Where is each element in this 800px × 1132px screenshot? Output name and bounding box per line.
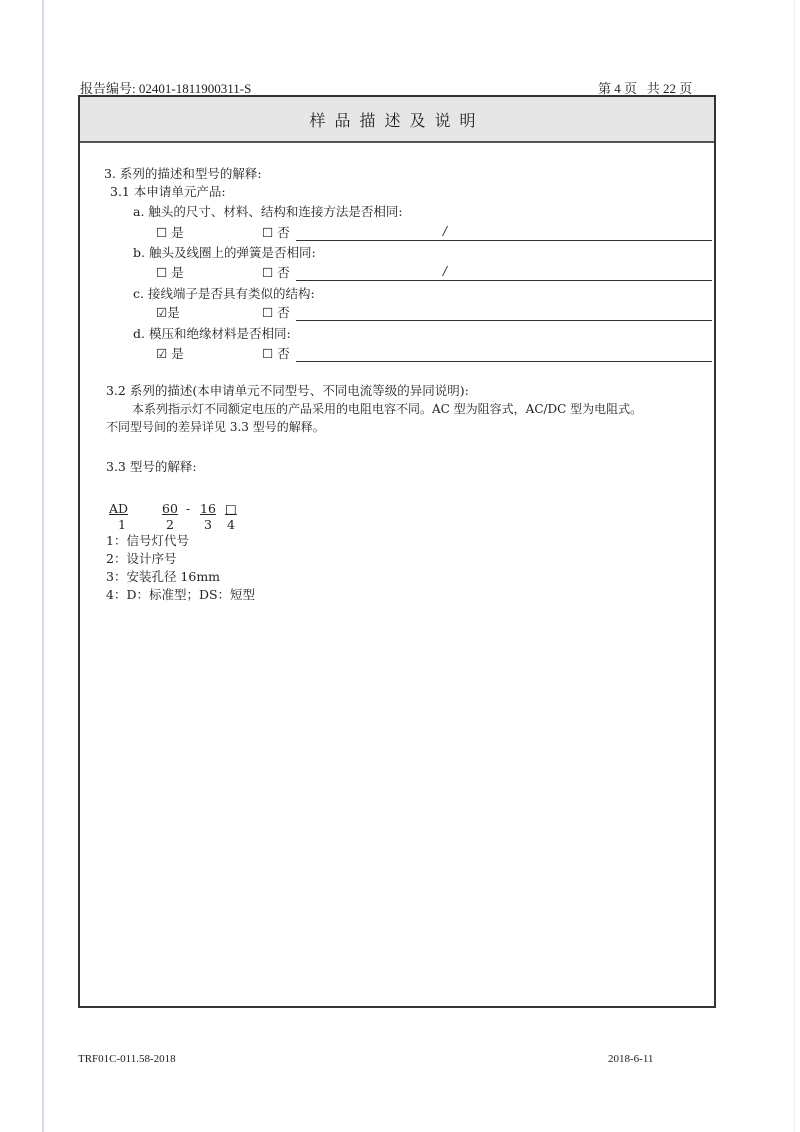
page-info: 第 4 页 共 22 页 [598, 81, 693, 96]
item-a-yes: ☐ 是 [156, 225, 184, 240]
model-part-dash: - [186, 501, 191, 516]
checkbox-checked-icon[interactable]: ☑ [156, 346, 168, 361]
model-num-4: 4 [227, 517, 235, 532]
form-date: 2018-6-11 [608, 1053, 654, 1065]
section-3-heading: 3. 系列的描述和型号的解释: [104, 166, 262, 181]
model-part-hole: 16 [200, 501, 216, 516]
section-3-3-heading: 3.3 型号的解释: [106, 459, 197, 474]
item-b-no: ☐ 否 [262, 265, 290, 280]
report-number-value: 02401-1811900311-S [138, 81, 252, 96]
item-d-fill-line [296, 361, 712, 362]
scan-edge-left [42, 0, 44, 1132]
checkbox-unchecked-icon[interactable]: ☐ [262, 265, 274, 280]
item-b-note: / [443, 264, 448, 278]
item-d-yes: ☑ 是 [156, 346, 184, 361]
checkbox-unchecked-icon[interactable]: ☐ [262, 346, 274, 361]
content-frame [78, 95, 716, 1008]
item-b-yes: ☐ 是 [156, 265, 184, 280]
item-a-no: ☐ 否 [262, 225, 290, 240]
item-d-no: ☐ 否 [262, 346, 290, 361]
checkbox-unchecked-icon[interactable]: ☐ [262, 305, 274, 320]
explanation-3: 3：安装孔径 16mm [106, 569, 221, 584]
scan-edge-right [794, 0, 795, 1132]
model-num-1: 1 [118, 517, 126, 532]
section-3-2-heading: 3.2 系列的描述(本申请单元不同型号、不同电流等级的异同说明): [106, 383, 469, 398]
item-b-label: b. 触头及线圈上的弹簧是否相同: [133, 245, 316, 260]
checkbox-unchecked-icon[interactable]: ☐ [262, 225, 274, 240]
section-3-1-heading: 3.1 本申请单元产品: [110, 184, 226, 199]
model-num-3: 3 [204, 517, 212, 532]
section-3-2-line2: 不同型号间的差异详见 3.3 型号的解释。 [106, 420, 325, 434]
explanation-1: 1：信号灯代号 [106, 533, 189, 548]
model-part-design: 60 [162, 501, 178, 516]
model-num-2: 2 [166, 517, 174, 532]
item-c-label: c. 接线端子是否具有类似的结构: [133, 286, 315, 301]
item-c-yes: ☑是 [156, 305, 180, 320]
form-code: TRF01C-011.58-2018 [78, 1053, 176, 1065]
checkbox-unchecked-icon[interactable]: ☐ [156, 225, 168, 240]
report-number-label: 报告编号: [80, 81, 136, 96]
model-part-type: □ [225, 501, 237, 516]
title-band [80, 97, 714, 143]
item-c-no: ☐ 否 [262, 305, 290, 320]
item-a-fill-line [296, 240, 712, 241]
item-b-fill-line [296, 280, 712, 281]
item-c-fill-line [296, 320, 712, 321]
checkbox-checked-icon[interactable]: ☑ [156, 305, 168, 320]
section-3-2-line1: 本系列指示灯不同额定电压的产品采用的电阻电容不同。AC 型为阻容式，AC/DC 型为电阻式。 [132, 402, 643, 416]
model-part-series: AD [109, 501, 129, 516]
explanation-2: 2：设计序号 [106, 551, 177, 566]
page-title: 样品描述及说明 [309, 110, 485, 130]
explanation-4: 4：D：标准型；DS：短型 [106, 587, 256, 602]
checkbox-unchecked-icon[interactable]: ☐ [156, 265, 168, 280]
item-a-note: / [443, 224, 448, 238]
item-d-label: d. 模压和绝缘材料是否相同: [133, 326, 291, 341]
item-a-label: a. 触头的尺寸、材料、结构和连接方法是否相同: [133, 204, 403, 219]
